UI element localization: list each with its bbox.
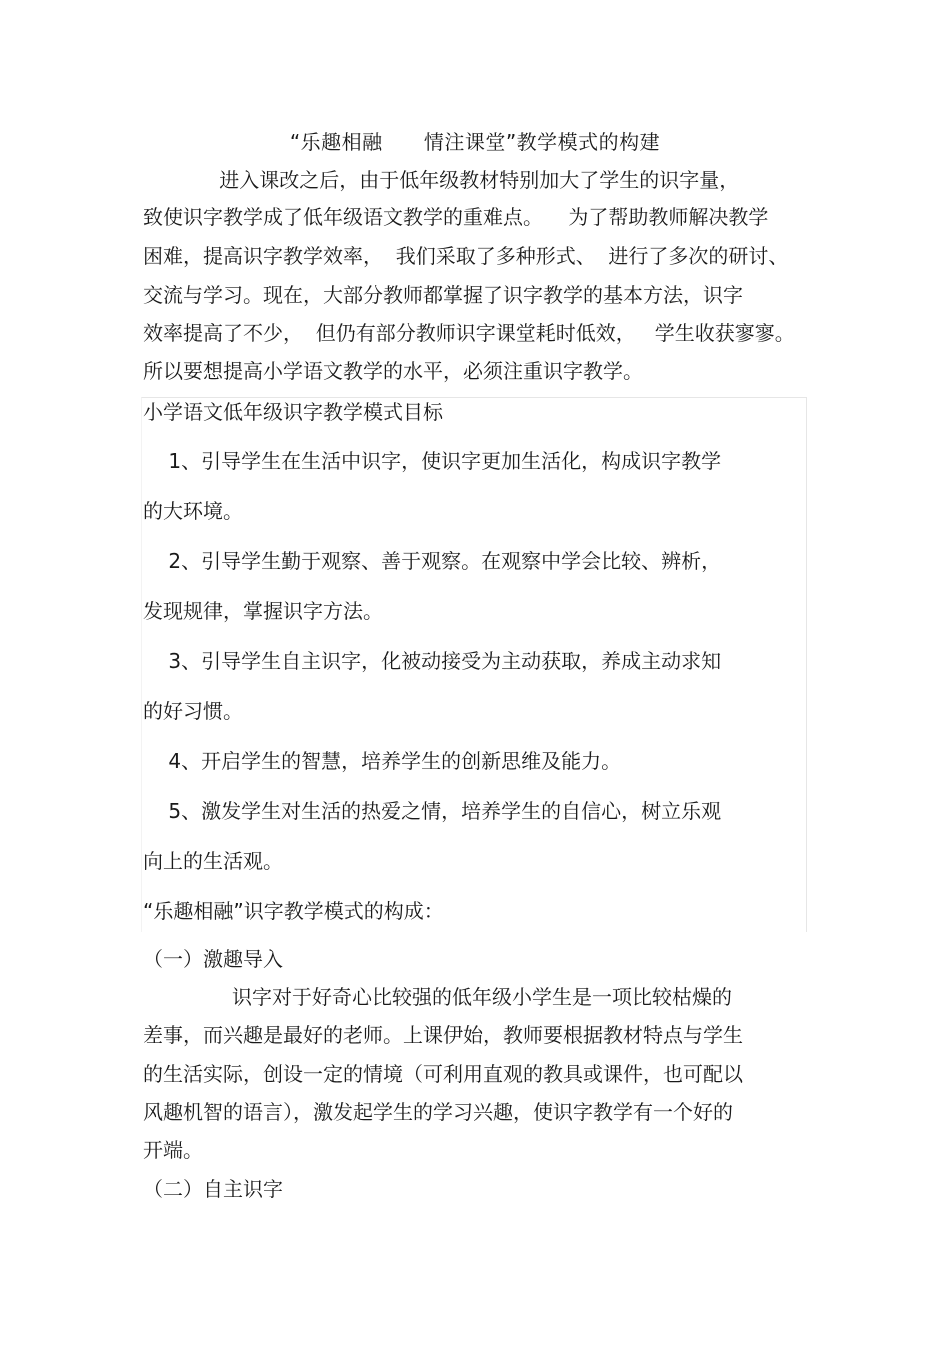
section-1-paragraph-line: 识字对于好奇心比较强的低年级小学生是一项比较枯燥的 bbox=[143, 985, 733, 1009]
section-1-paragraph-line: 风趣机智的语言），激发起学生的学习兴趣，使识字教学有一个好的 bbox=[143, 1100, 733, 1124]
section-1-heading: （一）激趣导入 bbox=[143, 947, 283, 971]
intro-line: 效率提高了不少， 但仍有部分教师识字课堂耗时低效， 学生收获寥寥。 bbox=[143, 321, 795, 345]
goal-item-4-line1: 4、开启学生的智慧，培养学生的创新思维及能力。 bbox=[143, 749, 622, 773]
goal-item-2-line1: 2、引导学生勤于观察、善于观察。在观察中学会比较、辨析， bbox=[143, 549, 722, 573]
intro-line: 致使识字教学成了低年级语文教学的重难点。 为了帮助教师解决教学 bbox=[143, 205, 769, 229]
goal-item-1-line1: 1、引导学生在生活中识字，使识字更加生活化，构成识字教学 bbox=[143, 449, 722, 473]
goal-item-3-line2: 的好习惯。 bbox=[143, 699, 243, 723]
section-1-paragraph-line: 差事，而兴趣是最好的老师。上课伊始，教师要根据教材特点与学生 bbox=[143, 1023, 743, 1047]
intro-line: 所以要想提高小学语文教学的水平，必须注重识字教学。 bbox=[143, 359, 643, 383]
section-1-paragraph-line: 开端。 bbox=[143, 1138, 203, 1162]
intro-line: 进入课改之后，由于低年级教材特别加大了学生的识字量， bbox=[143, 168, 740, 192]
section-2-heading: （二）自主识字 bbox=[143, 1177, 283, 1201]
goal-item-5-line1: 5、激发学生对生活的热爱之情，培养学生的自信心，树立乐观 bbox=[143, 799, 722, 823]
document-title: “乐趣相融 情注课堂”教学模式的构建 bbox=[289, 130, 661, 154]
goal-item-5-line2: 向上的生活观。 bbox=[143, 849, 283, 873]
section-1-paragraph-line: 的生活实际，创设一定的情境（可利用直观的教具或课件，也可配以 bbox=[143, 1062, 743, 1086]
goal-item-3-line1: 3、引导学生自主识字，化被动接受为主动获取，养成主动求知 bbox=[143, 649, 722, 673]
goal-item-2-line2: 发现规律，掌握识字方法。 bbox=[143, 599, 383, 623]
intro-line: 困难，提高识字教学效率， 我们采取了多种形式、 进行了多次的研讨、 bbox=[143, 244, 789, 268]
goals-heading: 小学语文低年级识字教学模式目标 bbox=[143, 400, 443, 424]
composition-heading: “乐趣相融”识字教学模式的构成： bbox=[143, 899, 444, 923]
intro-line: 交流与学习。现在，大部分教师都掌握了识字教学的基本方法，识字 bbox=[143, 283, 743, 307]
goal-item-1-line2: 的大环境。 bbox=[143, 499, 243, 523]
